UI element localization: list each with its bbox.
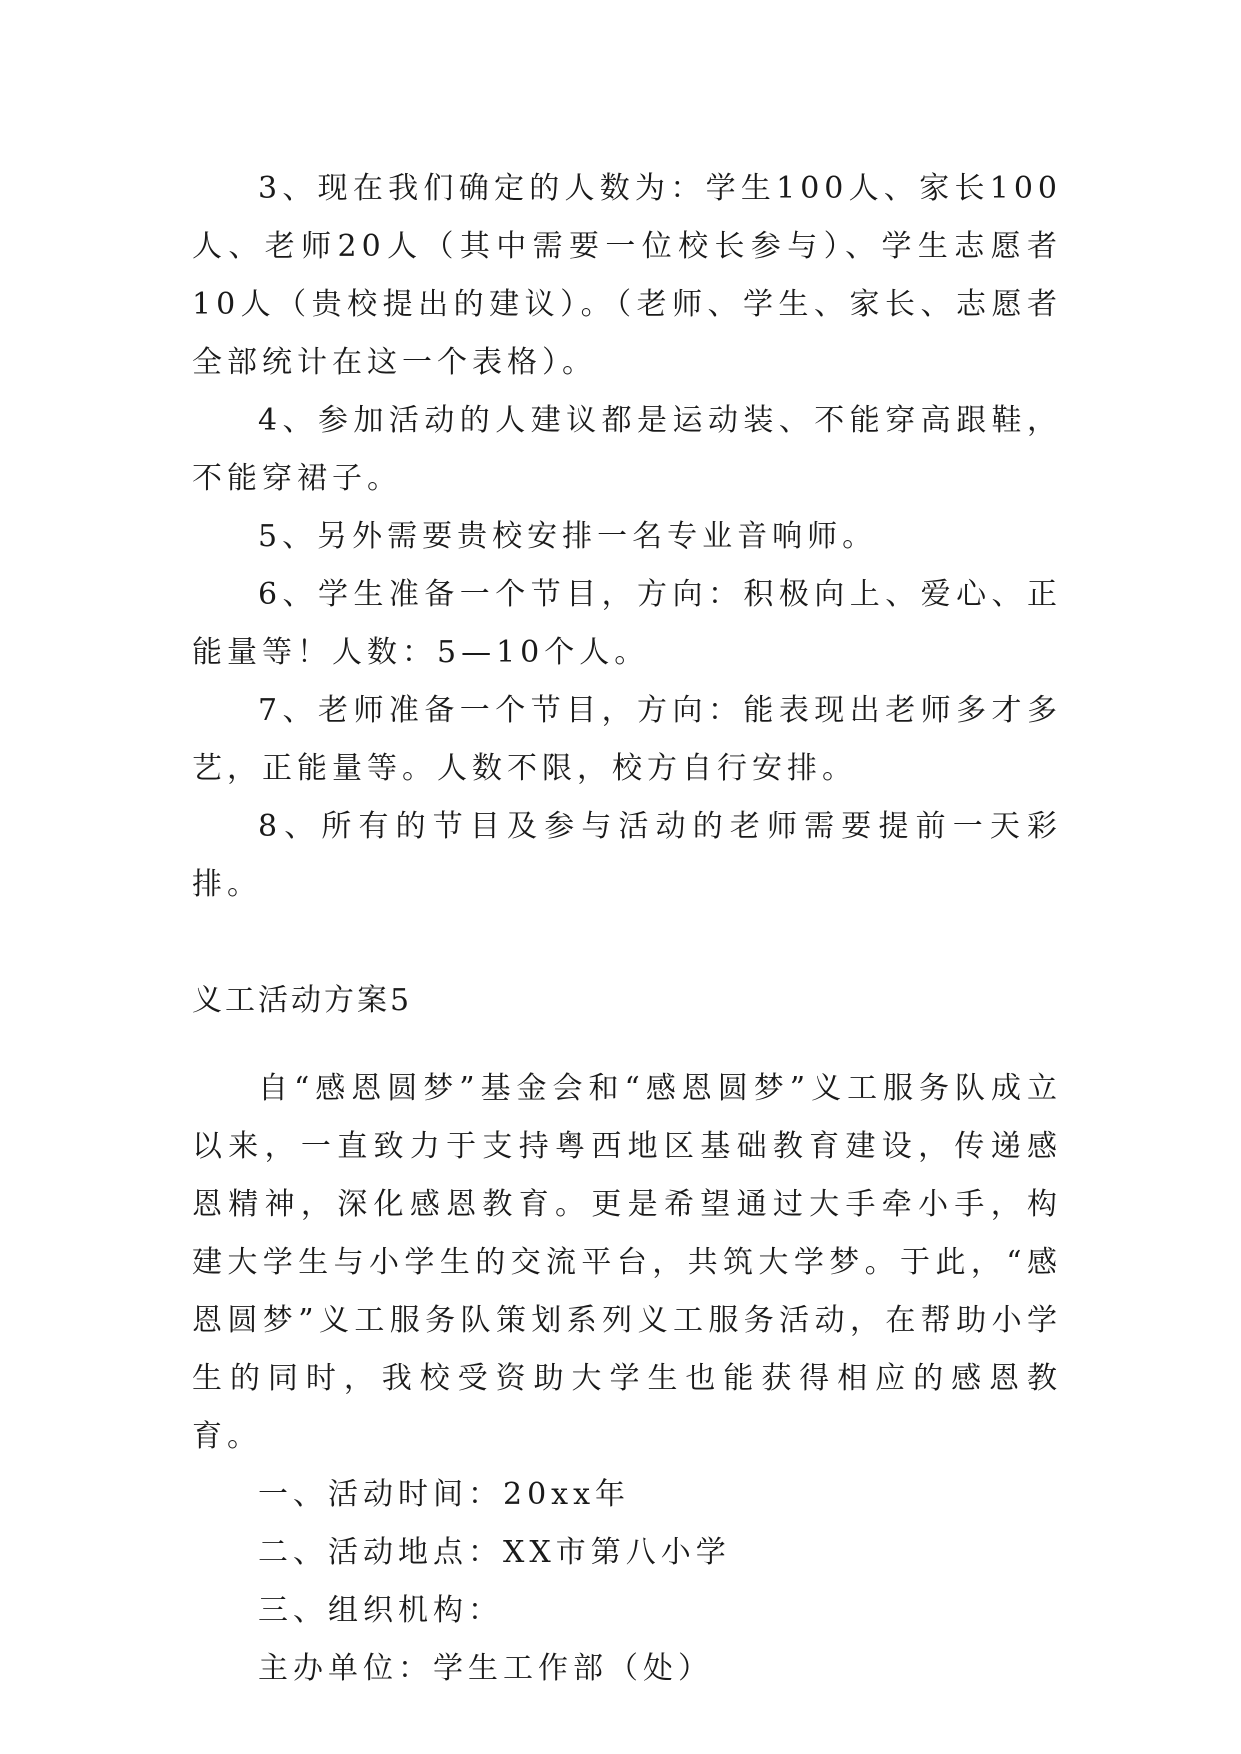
intro-paragraph: 自“感恩圆梦”基金会和“感恩圆梦”义工服务队成立以来，一直致力于支持粤西地区基础教育建设，传递感恩精神，深化感恩教育。更是希望通过大手牵小手，构建大学生与小学生的交流平台，共筑大学梦。于此，“感恩圆梦”义工服务队策划系列义工服务活动，在帮助小学生的同时，我校受资助大学生也能获得相应的感恩教育。 (192, 1071, 1062, 1454)
paragraph-item-7: 7、老师准备一个节目，方向：能表现出老师多才多艺，正能量等。人数不限，校方自行安排。 (192, 693, 1062, 786)
paragraph-item-4: 4、参加活动的人建议都是运动装、不能穿高跟鞋，不能穿裙子。 (192, 403, 1062, 496)
activity-location: 二、活动地点：XX市第八小学 (258, 1535, 731, 1570)
paragraph-item-5: 5、另外需要贵校安排一名专业音响师。 (258, 519, 878, 554)
paragraph-item-3: 3、现在我们确定的人数为：学生100人、家长100人、老师20人（其中需要一位校长参与）、学生志愿者10人（贵校提出的建议）。（老师、学生、家长、志愿者全部统计在这一个表格）。 (192, 171, 1062, 380)
section-title: 义工活动方案5 (192, 983, 413, 1018)
activity-time: 一、活动时间：20xx年 (258, 1477, 631, 1512)
paragraph-item-8: 8、所有的节目及参与活动的老师需要提前一天彩排。 (192, 809, 1062, 902)
organization-heading: 三、组织机构： (258, 1593, 503, 1628)
host-unit: 主办单位：学生工作部（处） (258, 1651, 713, 1686)
paragraph-item-6: 6、学生准备一个节目，方向：积极向上、爱心、正能量等！人数：5—10个人。 (192, 577, 1062, 670)
document-page (192, 160, 1062, 1698)
